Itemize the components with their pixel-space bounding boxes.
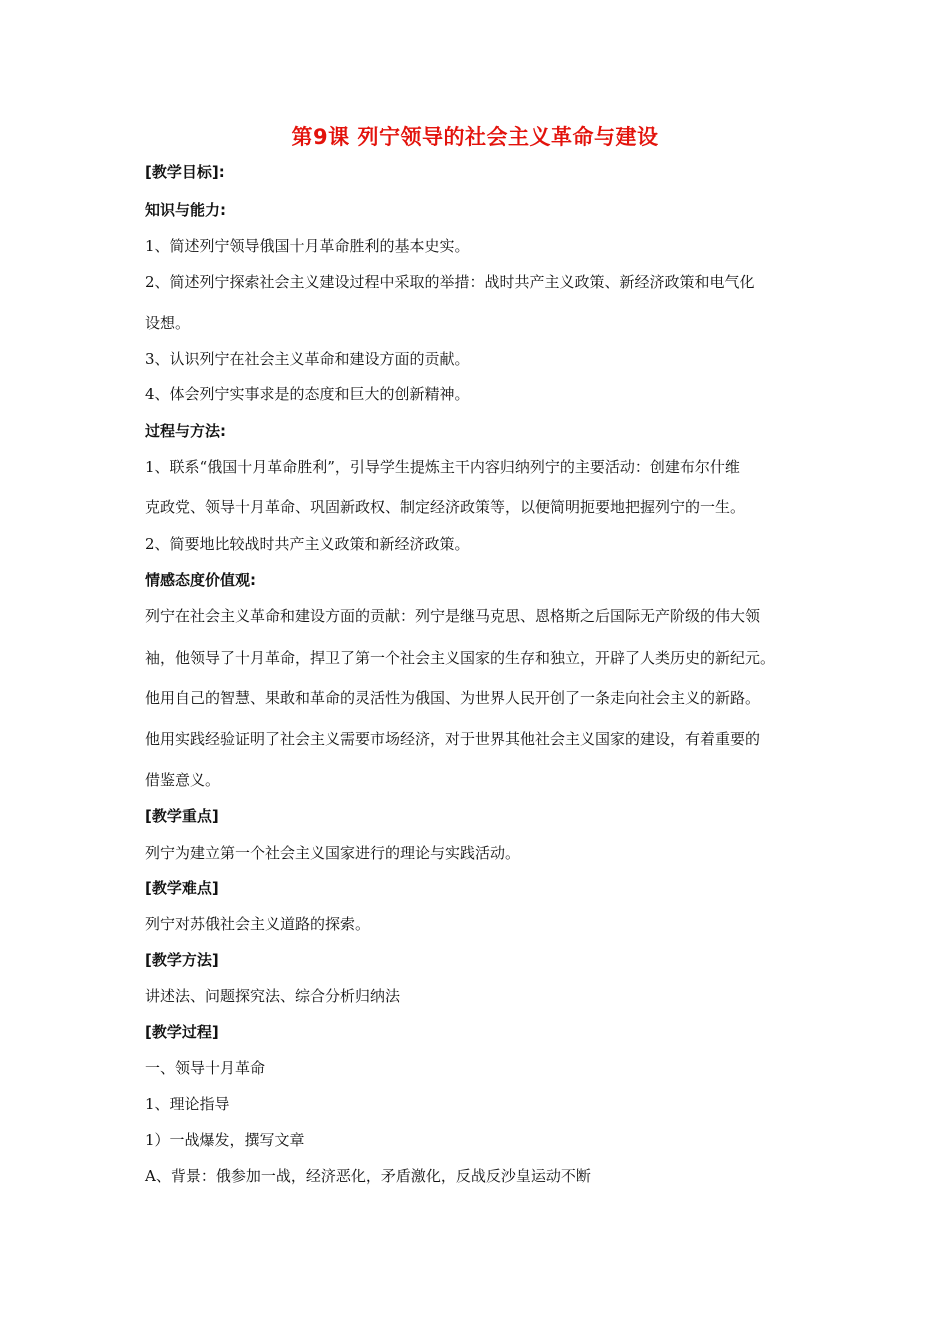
paragraph-line: A、背景：俄参加一战，经济恶化，矛盾激化，反战反沙皇运动不断: [145, 1167, 591, 1185]
paragraph-line: 列宁在社会主义革命和建设方面的贡献：列宁是继马克思、恩格斯之后国际无产阶级的伟大领: [145, 607, 761, 625]
paragraph-line: 1）一战爆发，撰写文章: [145, 1131, 305, 1149]
paragraph-line: 列宁对苏俄社会主义道路的探索。: [145, 915, 371, 933]
paragraph-line: 2、简述列宁探索社会主义建设过程中采取的举措：战时共产主义政策、新经济政策和电气化: [145, 273, 755, 291]
paragraph-line: 2、简要地比较战时共产主义政策和新经济政策。: [145, 535, 470, 553]
paragraph-line: 3、认识列宁在社会主义革命和建设方面的贡献。: [145, 350, 470, 368]
paragraph-line: 1、简述列宁领导俄国十月革命胜利的基本史实。: [145, 237, 470, 255]
subheading-process: 过程与方法:: [145, 422, 226, 440]
page-title: 第9课 列宁领导的社会主义革命与建设: [291, 125, 659, 149]
section-heading-key-points: [教学重点]: [145, 807, 219, 825]
paragraph-line: 1、联系“俄国十月革命胜利”，引导学生提炼主干内容归纳列宁的主要活动：创建布尔什维: [145, 458, 740, 476]
paragraph-line: 列宁为建立第一个社会主义国家进行的理论与实践活动。: [145, 844, 521, 862]
paragraph-line: 设想。: [145, 314, 191, 332]
paragraph-line: 克政党、领导十月革命、巩固新政权、制定经济政策等，以便简明扼要地把握列宁的一生。: [145, 498, 746, 516]
paragraph-line: 借鉴意义。: [145, 771, 221, 789]
section-heading-methods: [教学方法]: [145, 951, 219, 969]
paragraph-line: 1、理论指导: [145, 1095, 230, 1113]
section-heading-objectives: [教学目标]:: [145, 163, 225, 181]
paragraph-line: 他用实践经验证明了社会主义需要市场经济，对于世界其他社会主义国家的建设，有着重要的: [145, 730, 761, 748]
paragraph-line: 袖，他领导了十月革命，捍卫了第一个社会主义国家的生存和独立，开辟了人类历史的新纪元。: [145, 649, 776, 667]
paragraph-line: 一、领导十月革命: [145, 1059, 266, 1077]
subheading-values: 情感态度价值观:: [145, 571, 256, 589]
section-heading-difficulties: [教学难点]: [145, 879, 219, 897]
section-heading-process: [教学过程]: [145, 1023, 219, 1041]
paragraph-line: 讲述法、问题探究法、综合分析归纳法: [145, 987, 401, 1005]
subheading-knowledge: 知识与能力:: [145, 201, 226, 219]
paragraph-line: 4、体会列宁实事求是的态度和巨大的创新精神。: [145, 385, 470, 403]
paragraph-line: 他用自己的智慧、果敢和革命的灵活性为俄国、为世界人民开创了一条走向社会主义的新路。: [145, 689, 761, 707]
